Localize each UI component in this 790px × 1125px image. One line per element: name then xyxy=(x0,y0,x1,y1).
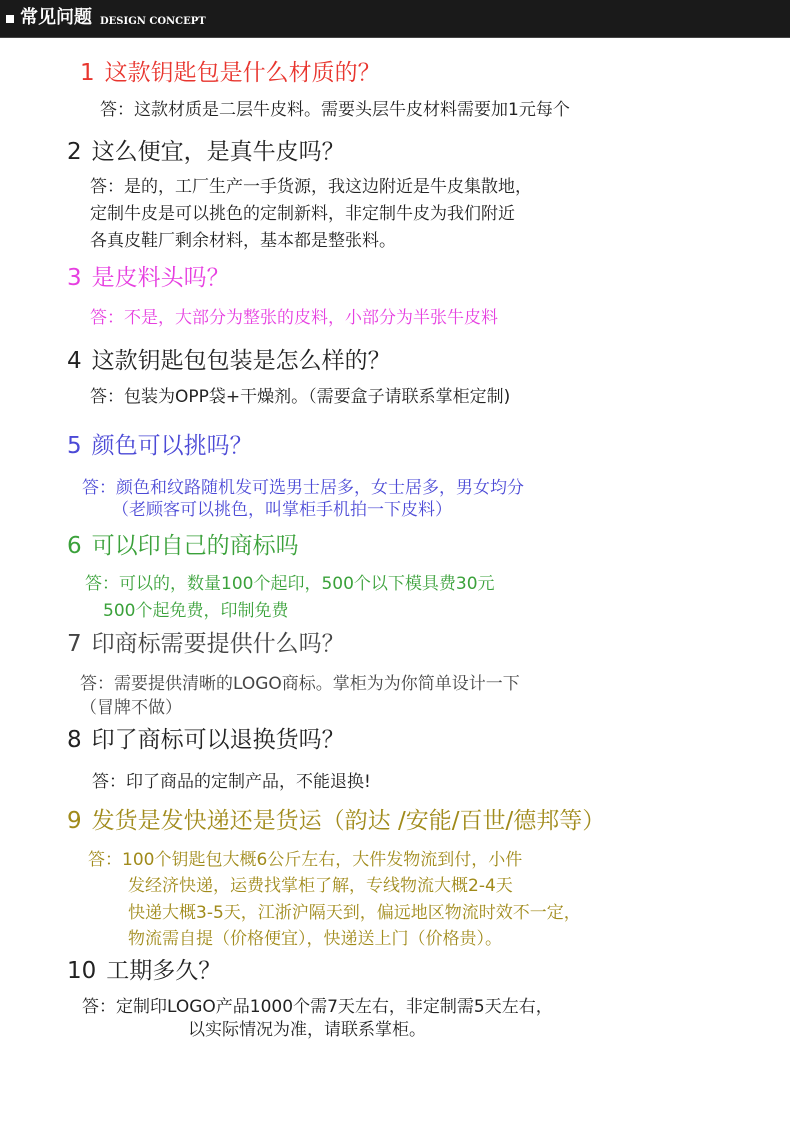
faq-answer-line: 定制牛皮是可以挑色的定制新料，非定制牛皮为我们附近 xyxy=(90,204,515,224)
faq-answer-line: 答：可以的，数量100个起印，500个以下模具费30元 xyxy=(85,574,495,594)
faq-question-text: 印了商标可以退换货吗？ xyxy=(91,727,345,753)
faq-answer-line: 答：不是，大部分为整张的皮料，小部分为半张牛皮料 xyxy=(90,308,498,328)
faq-answer-line: 答：定制印LOGO产品1000个需7天左右，非定制需5天左右， xyxy=(82,997,553,1017)
faq-question-text: 印商标需要提供什么吗？ xyxy=(91,631,345,657)
faq-answer-line: 答：这款材质是二层牛皮料。需要头层牛皮材料需要加1元每个 xyxy=(100,100,570,120)
faq-answer-line: 答：颜色和纹路随机发可选男士居多，女士居多，男女均分 xyxy=(82,478,524,498)
faq-answer-line: 答：包装为OPP袋+干燥剂。（需要盒子请联系掌柜定制) xyxy=(90,387,511,407)
faq-number: 3 xyxy=(67,265,82,291)
faq-question-text: 这么便宜，是真牛皮吗？ xyxy=(91,139,345,165)
faq-number: 4 xyxy=(67,348,82,374)
faq-number: 9 xyxy=(67,808,82,834)
faq-question-9 xyxy=(67,807,605,835)
faq-question-text: 工期多久？ xyxy=(106,958,222,984)
faq-answer-line: 500个起免费，印制免费 xyxy=(103,601,289,621)
faq-question-3 xyxy=(67,264,230,292)
faq-answer-line: 物流需自提（价格便宜），快递送上门（价格贵）。 xyxy=(128,929,502,949)
faq-question-text: 可以印自己的商标吗 xyxy=(91,533,299,559)
faq-question-7 xyxy=(67,630,345,658)
faq-question-2 xyxy=(67,138,345,166)
faq-question-text: 是皮料头吗？ xyxy=(91,265,230,291)
faq-question-text: 颜色可以挑吗？ xyxy=(91,433,253,459)
faq-number: 1 xyxy=(80,60,95,86)
faq-question-5 xyxy=(67,432,253,460)
faq-question-8 xyxy=(67,726,345,754)
faq-number: 5 xyxy=(67,433,82,459)
faq-question-text: 发货是发快递还是货运（韵达 /安能/百世/德邦等） xyxy=(91,808,606,834)
faq-question-text: 这款钥匙包是什么材质的？ xyxy=(104,60,381,86)
faq-number: 8 xyxy=(67,727,82,753)
faq-answer-line: 各真皮鞋厂剩余材料，基本都是整张料。 xyxy=(90,231,396,251)
faq-answer-line: 答：印了商品的定制产品，不能退换! xyxy=(92,772,371,792)
faq-number: 10 xyxy=(67,958,97,984)
faq-number: 2 xyxy=(67,139,82,165)
faq-answer-line: 发经济快递，运费找掌柜了解，专线物流大概2-4天 xyxy=(128,876,513,896)
faq-question-4 xyxy=(67,347,391,375)
faq-number: 7 xyxy=(67,631,82,657)
page-title: 常见问题 xyxy=(20,7,92,28)
header-bar xyxy=(0,0,790,38)
faq-number: 6 xyxy=(67,533,82,559)
faq-question-6 xyxy=(67,532,299,560)
page-subtitle: DESIGN CONCEPT xyxy=(100,16,206,27)
faq-question-text: 这款钥匙包包装是怎么样的？ xyxy=(91,348,391,374)
faq-question-1 xyxy=(80,59,381,87)
faq-answer-line: （冒牌不做） xyxy=(80,698,182,718)
faq-answer-line: 答：需要提供清晰的LOGO商标。掌柜为为你简单设计一下 xyxy=(80,674,520,694)
square-bullet-icon xyxy=(6,15,14,23)
faq-answer-line: 以实际情况为准，请联系掌柜。 xyxy=(188,1020,426,1040)
faq-answer-line: 答：100个钥匙包大概6公斤左右，大件发物流到付，小件 xyxy=(88,850,523,870)
faq-answer-line: 答：是的，工厂生产一手货源，我这边附近是牛皮集散地， xyxy=(90,177,532,197)
faq-answer-line: 快递大概3-5天，江浙沪隔天到，偏远地区物流时效不一定， xyxy=(128,903,581,923)
faq-answer-line: （老顾客可以挑色，叫掌柜手机拍一下皮料） xyxy=(112,500,452,520)
faq-question-10 xyxy=(67,957,221,985)
